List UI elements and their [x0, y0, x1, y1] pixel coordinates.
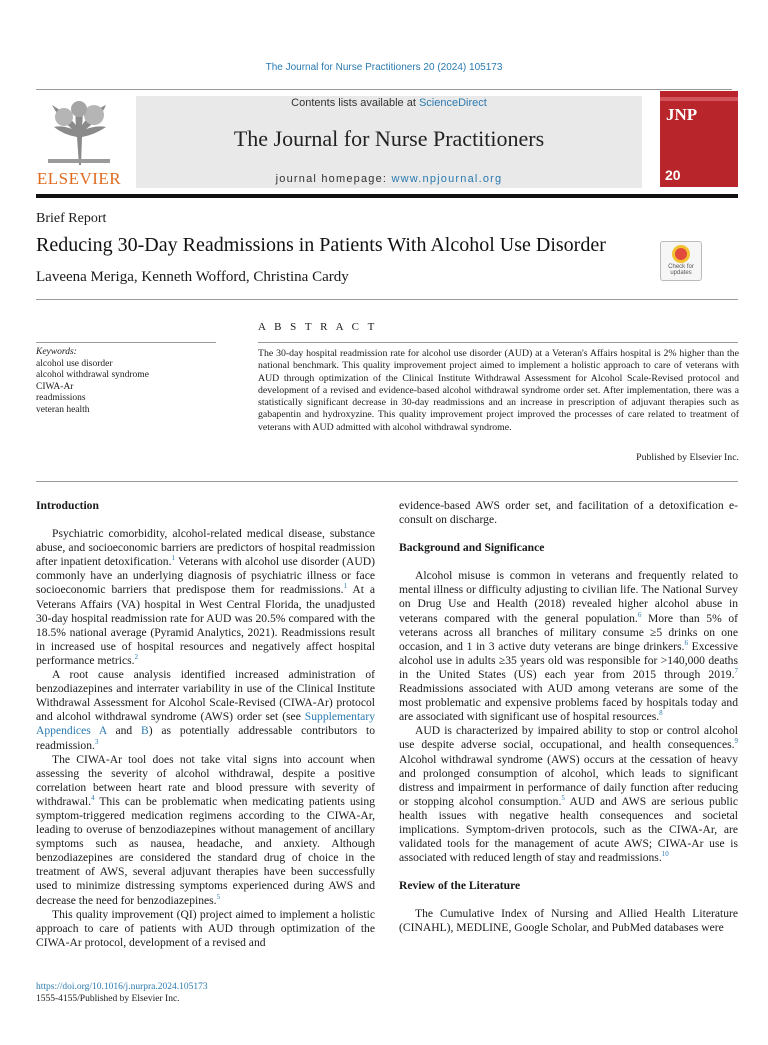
keywords-divider [36, 342, 216, 343]
elsevier-wordmark: ELSEVIER [36, 169, 122, 188]
ref-link[interactable]: 2 [134, 653, 138, 662]
homepage-prefix: journal homepage: [275, 173, 392, 185]
abstract-divider [258, 342, 738, 343]
keyword-item: alcohol withdrawal syndrome [36, 370, 149, 381]
header-divider [36, 89, 732, 90]
keyword-item: veteran health [36, 404, 90, 415]
article-authors[interactable]: Laveena Meriga, Kenneth Wofford, Christina Cardy [36, 269, 349, 285]
footer [36, 981, 208, 1005]
intro-paragraph-4: This quality improvement (QI) project aimed to implement a holistic approach to care of patients with AUD through optimization of the CIWA-Ar protocol, development of a revised and [36, 907, 375, 949]
ref-link[interactable]: 4 [91, 794, 95, 803]
introduction-heading: Introduction [36, 499, 99, 512]
ref-link[interactable]: 6 [684, 638, 688, 647]
continuation-paragraph: evidence-based AWS order set, and facilitation of a detoxification e-consult on discharge. [399, 499, 738, 527]
article-title: Reducing 30-Day Readmissions in Patients With Alcohol Use Disorder [36, 234, 606, 256]
keywords-label: Keywords: [36, 347, 77, 357]
intro-paragraph-1: Psychiatric comorbidity, alcohol-related medical disease, substance abuse, and socioeconomic barriers are predictors of hospital readmission after inpatient detoxification.$^1$ Veterans with alcohol use disorder (AUD) commonly have an underlying diagnosis of psychiatric illness or face socioeconomic barriers that predispose them for readmissions.$^1$ At a Veterans Affairs (VA) hospital in West Central Florida, the unadjusted 30-day hospital readmission rate for AUD was 20.5% compared with the 18.5% national average (Pyramid Analytics, 2021). Readmissions result in increased use of hospital resources and negatively affect hospital performance metrics.$^2$ [36, 527, 375, 667]
intro-paragraph-3: The CIWA-Ar tool does not take vital signs into account when assessing the severity of alcohol withdrawal, despite a positive correlation between heart rate and blood pressure with severity of withdrawal.$^4$ This can be problematic when medicating patients using symptom-triggered medication regimens according to the CIWA-Ar, leading to overuse of benzodiazepines without management of ancillary symptoms such as nausea, headache, and anxiety. Although benzodiazepines are considered the standard drug of choice in the treatment of AWS, several adjuvant therapies have been successfully used to minimize distressing symptoms experienced during AWS and decrease the need for benzodiazepines.$^5$ [36, 752, 375, 907]
header-thick-rule [36, 194, 738, 198]
review-paragraph-1: The Cumulative Index of Nursing and Allied Health Literature (CINAHL), MEDLINE, Google Scholar, and PubMed databases were [399, 907, 738, 935]
cover-volume: 20 [665, 167, 681, 183]
article-type: Brief Report [36, 211, 107, 226]
appendix-a-link[interactable]: Supplementary Appendices A [36, 710, 375, 738]
doi-link[interactable]: https://doi.org/10.1016/j.nurpra.2024.105173 [36, 982, 208, 992]
intro-paragraph-2: A root cause analysis identified increased administration of benzodiazepines and interrater variability in use of the Clinical Institute Withdrawal Assessment for Alcohol Scale-Revised (CIWA-Ar) protocol and alcohol withdrawal syndrome (AWS) order set (see Supplementary Appendices A and B) as potentially addressable contributors to readmission.$^3$ [36, 668, 375, 752]
journal-citation[interactable]: The Journal for Nurse Practitioners 20 (2024) 105173 [265, 62, 503, 73]
journal-homepage-line [136, 173, 642, 185]
background-paragraph-1: Alcohol misuse is common in veterans and frequently related to mental illness or difficulty adjusting to civilian life. The National Survey on Drug Use and Health (2018) revealed higher alcohol abuse in veterans compared with the general population.$^6$ More than 5% of veterans across all branches of military consume ≥5 drinks on one occasion, and 1 in 3 active duty veterans are binge drinkers.$^6$ Excessive alcohol use in adults ≥35 years old was responsible for >140,000 deaths in the United States (US) each year from 2015 through 2019.$^7$ Readmissions associated with AUD among veterans are some of the most problematic and expensive problems faced by hospitals today and are associated with significant use of hospital resources.$^8$ [399, 569, 739, 724]
contents-prefix: Contents lists available at [291, 97, 419, 109]
ref-link[interactable]: 1 [171, 554, 176, 563]
keyword-item: alcohol use disorder [36, 358, 113, 369]
cover-title: JNP [666, 105, 698, 124]
homepage-link[interactable]: www.npjournal.org [391, 173, 503, 185]
keyword-item: CIWA-Ar [36, 381, 74, 392]
check-updates-label: Check for updates [668, 264, 694, 276]
authors-divider [36, 299, 738, 300]
check-for-updates-badge[interactable] [660, 241, 702, 281]
published-by: Published by Elsevier Inc. [636, 452, 739, 463]
abstract-heading: A B S T R A C T [258, 321, 378, 333]
keyword-item: readmissions [36, 393, 86, 404]
left-column [36, 499, 375, 950]
ref-link[interactable]: 8 [659, 709, 663, 718]
appendix-b-link[interactable]: B [141, 724, 149, 738]
review-heading: Review of the Literature [399, 879, 521, 893]
right-column [399, 499, 738, 936]
check-updates-icon [672, 245, 690, 263]
issn-line: 1555-4155/Published by Elsevier Inc. [36, 994, 180, 1004]
journal-cover-thumbnail[interactable] [660, 91, 738, 187]
ref-link[interactable]: 10 [661, 850, 669, 859]
background-paragraph-2: AUD is characterized by impaired ability to stop or control alcohol use despite adverse social, occupational, and health consequences.$^9$ Alcohol withdrawal syndrome (AWS) occurs at the cessation of heavy and prolonged consumption of alcohol, which leads to significant distress and impairment in performance of daily function after reducing or stopping alcohol consumption.$^5$ AUD and AWS are serious public health issues with negative health consequences and societal implications. Symptom-driven protocols, such as the CIWA-Ar, are validated tools for the management of acute AWS; CIWA-Ar use is associated with reduced length of stay and readmissions.$^{10}$ [399, 724, 739, 865]
background-heading: Background and Significance [399, 541, 545, 555]
elsevier-logo[interactable] [36, 95, 122, 189]
ref-link[interactable]: 6 [637, 610, 642, 619]
sciencedirect-link[interactable]: ScienceDirect [418, 97, 487, 109]
ref-link[interactable]: 9 [734, 737, 738, 746]
journal-title: The Journal for Nurse Practitioners [233, 126, 545, 151]
elsevier-tree-icon [44, 97, 114, 167]
abstract-text: The 30-day hospital readmission rate for alcohol use disorder (AUD) at a Veteran's Affairs hospital is 2% higher than the national benchmark. This quality improvement project aimed to implement a holistic approach to care of veterans with AUD through optimization of the Clinical Institute Withdrawal Assessment for Alcohol Scale-Revised protocol and development of a revised and evidence-based alcohol withdrawal syndrome order set. After implementation, there was a statistically significant decrease in 30-day readmissions and an increase in prescription of adjuvant therapies such as gabapentin and hydroxyzine. This quality improvement project improved the processes of care related to treatment of veterans with AUD admitted with alcohol withdrawal syndrome. [258, 348, 739, 433]
keywords-block [36, 347, 216, 417]
cover-strip [660, 97, 738, 101]
body-divider [36, 481, 738, 482]
ref-link[interactable]: 1 [343, 582, 348, 591]
ref-link[interactable]: 3 [94, 737, 99, 746]
contents-available-line [136, 97, 642, 109]
ref-link[interactable]: 7 [734, 667, 738, 676]
ref-link[interactable]: 5 [561, 793, 565, 802]
ref-link[interactable]: 5 [216, 892, 221, 901]
